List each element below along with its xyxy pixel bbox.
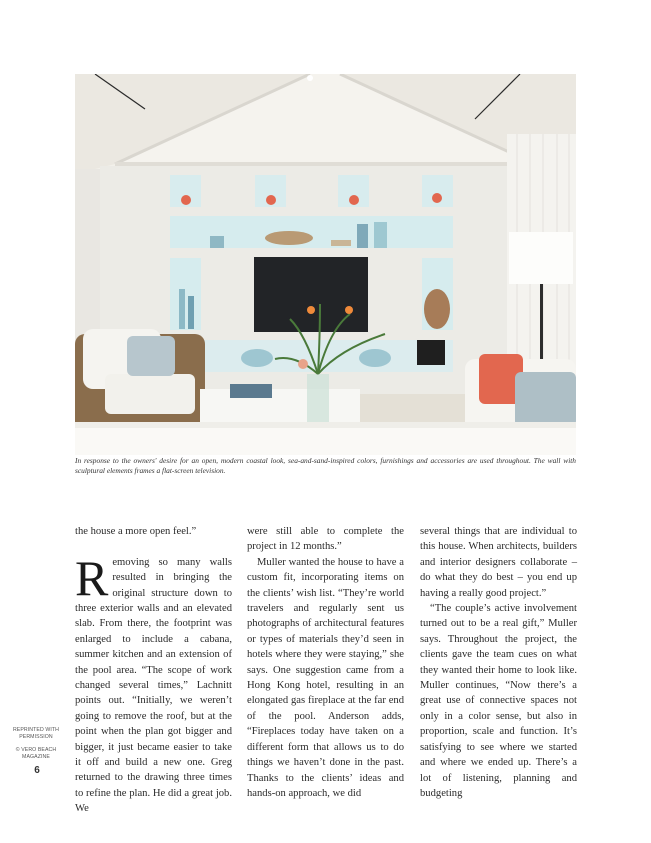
- living-room-illustration: [75, 74, 576, 455]
- page-number: 6: [34, 765, 40, 776]
- magazine-line-2: MAGAZINE: [22, 753, 50, 760]
- drop-cap: R: [75, 549, 109, 606]
- reprint-notice: [8, 727, 64, 740]
- article-column-1: [75, 524, 232, 817]
- magazine-credit: [8, 747, 64, 760]
- reprint-line-1: REPRINTED WITH: [12, 727, 60, 733]
- living-room-photo: [75, 74, 576, 455]
- reprint-line-2: PERMISSION: [19, 733, 53, 740]
- article-column-2: [247, 524, 404, 801]
- column-3-paragraph-1: several things that are individual to this house. When architects, builders and interior designers collaborate – do what they do best – you end up having a really good project.”: [420, 526, 577, 599]
- column-2-paragraph-2: Muller wanted the house to have a custom fit, incorporating items on the clients’ wish list. “They’re world travelers and regularly sent us photographs of architectural features or types of materials they’d seen in hotels where they were staying,” she says. One suggestion came from a Hong Kong hotel, resulting in an elongated gas fireplace at the far end of the pool. Anderson adds, “Fireplaces today have taken on a different form that allows us to do things we haven’t done in the past. Thanks to the clients’ ideas and hands-on approach, we did: [247, 556, 404, 799]
- photo-caption: In response to the owners' desire for an open, modern coastal look, sea-and-sand-inspired colors, furnishings and accessories are used throughout. The wall with sculptural elements frames a flat-screen television.: [75, 456, 576, 475]
- article-column-3: [420, 524, 577, 801]
- column-1-lead: the house a more open feel.”: [75, 526, 197, 537]
- column-3-paragraph-2: “The couple’s active involvement turned out to be a real gift,” Muller says. Throughout the project, the clients gave the team cues on what they wanted their home to look like. Muller continues, “Now there’s a great use of connective spaces not only in a color sense, but also in proportion, scale and function. It’s satisfying to see where we started and where we ended up. There’s a lot of listening, planning and budgeting: [420, 603, 577, 799]
- column-1-body: emoving so many walls resulted in bringing the original structure down to three exterior walls and an elevated slab. From there, the footprint was enlarged to include a cabana, summer kitchen and an extension of the pool area. “The scope of work changed several times,” Lachnitt points out. “Initially, we weren’t going to remove the roof, but at the point when the plan got bigger and bigger, it just became easier to take it off and build a new one. Greg returned to the drawing three times to refine the plan. He did a great job. We: [75, 556, 232, 815]
- magazine-line-1: © VERO BEACH: [15, 747, 57, 753]
- column-2-paragraph-1: were still able to complete the project in 12 months.”: [247, 526, 404, 553]
